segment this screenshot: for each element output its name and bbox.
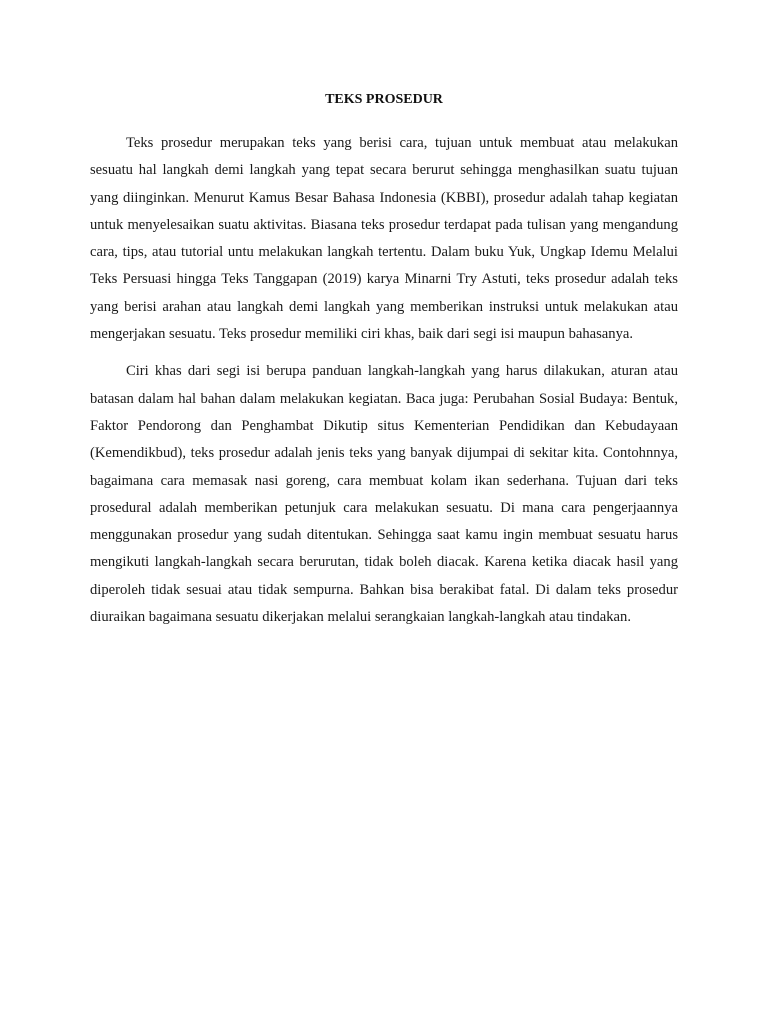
paragraph-2: Ciri khas dari segi isi berupa panduan langkah-langkah yang harus dilakukan, aturan atau batasan dalam hal bahan dalam melakukan kegiatan. Baca juga: Perubahan Sosial Budaya: Bentuk, Faktor Pendorong dan Penghambat Dikutip situs Kementerian Pendidikan dan Kebudayaan (Kemendikbud), teks prosedur adalah jenis teks yang banyak dijumpai di sekitar kita. Contohnnya, bagaimana cara memasak nasi goreng, cara membuat kolam ikan sederhana. Tujuan dari teks prosedural adalah memberikan petunjuk cara melakukan sesuatu. Di mana cara pengerjaannya menggunakan prosedur yang sudah ditentukan. Sehingga saat kamu ingin membuat sesuatu harus mengikuti langkah-langkah secara berurutan, tidak boleh diacak. Karena ketika diacak hasil yang diperoleh tidak sesuai atau tidak sempurna. Bahkan bisa berakibat fatal. Di dalam teks prosedur diuraikan bagaimana sesuatu dikerjakan melalui serangkaian langkah-langkah atau tindakan.: [90, 363, 678, 626]
document-body: [90, 130, 678, 631]
document-title: TEKS PROSEDUR: [325, 92, 443, 107]
paragraph-1: Teks prosedur merupakan teks yang berisi cara, tujuan untuk membuat atau melakukan sesuatu hal langkah demi langkah yang tepat secara berurut sehingga menghasilkan suatu tujuan yang diinginkan. Menurut Kamus Besar Bahasa Indonesia (KBBI), prosedur adalah tahap kegiatan untuk menyelesaikan suatu aktivitas. Biasana teks prosedur terdapat pada tulisan yang mengandung cara, tips, atau tutorial untu melakukan langkah tertentu. Dalam buku Yuk, Ungkap Idemu Melalui Teks Persuasi hingga Teks Tanggapan (2019) karya Minarni Try Astuti, teks prosedur adalah teks yang berisi arahan atau langkah demi langkah yang memberikan instruksi untuk melakukan atau mengerjakan sesuatu. Teks prosedur memiliki ciri khas, baik dari segi isi maupun bahasanya.: [90, 135, 678, 343]
